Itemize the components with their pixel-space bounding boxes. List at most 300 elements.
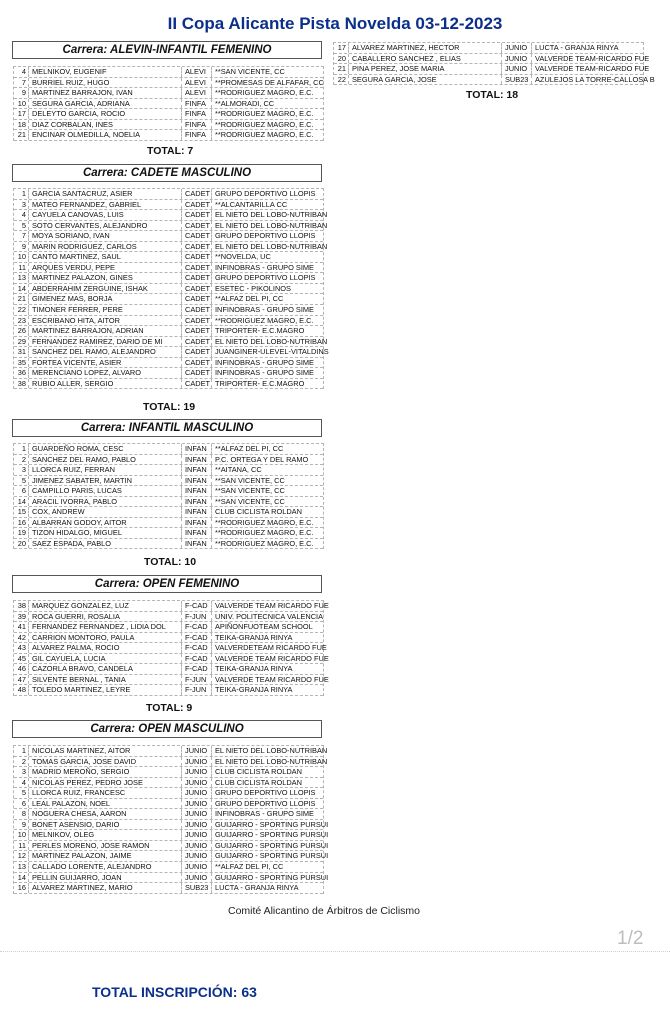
rider-number: 39	[14, 612, 29, 622]
rider-row	[14, 67, 323, 78]
rider-name: CAMPILLO PARIS, LUCAS	[32, 486, 182, 496]
rider-number: 22	[334, 75, 349, 85]
rider-club: INFINOBRAS - GRUPO SIME	[215, 262, 314, 272]
rider-name: SANCHEZ DEL RAMO, PABLO	[32, 455, 182, 465]
rider-row	[14, 368, 323, 379]
rider-club: GUIJARRO - SPORTING PURSUI	[215, 840, 329, 850]
rider-name: MARQUEZ GONZALEZ, LUZ	[32, 601, 182, 611]
rider-category: INFAN	[185, 507, 212, 517]
rider-name: ESCRIBANO HITA, AITOR	[32, 316, 182, 326]
rider-name: PINA PEREZ, JOSE MARIA	[352, 64, 502, 74]
rider-category: FINFA	[185, 109, 212, 119]
rider-name: MERENCIANO LOPEZ, ALVARO	[32, 368, 182, 378]
rider-category: CADET	[185, 368, 211, 378]
rider-category: JUNIO	[185, 788, 212, 798]
rider-club: CLUB CICLISTA ROLDAN	[215, 777, 302, 787]
rider-name: CABALLERO SANCHEZ , ELIAS	[352, 54, 502, 64]
rider-row	[14, 840, 329, 852]
rider-category: ALEVI	[185, 67, 212, 77]
rider-number: 31	[14, 347, 29, 357]
rider-category: F-CAD	[185, 622, 212, 632]
rider-category: JUNIO	[185, 767, 212, 777]
rider-number: 6	[14, 799, 29, 809]
rider-category: CADET	[185, 357, 211, 367]
rider-club: **ALFAZ DEL PI, CC	[215, 294, 284, 304]
rider-row	[14, 486, 323, 497]
rider-name: ROCA GUERRI, ROSALIA	[32, 612, 182, 622]
rider-category: ALEVI	[185, 78, 212, 88]
rider-category: JUNIO	[185, 809, 212, 819]
section-total-cadete: TOTAL: 19	[143, 401, 196, 413]
rider-name: LEAL PALAZON, NOEL	[32, 799, 182, 809]
rider-number: 19	[14, 528, 29, 538]
category-header-infantil: Carrera: INFANTIL MASCULINO	[12, 419, 322, 437]
rider-name: CARRION MONTORO, PAULA	[32, 633, 182, 643]
rider-club: GRUPO DEPORTIVO LLOPIS	[215, 798, 316, 808]
rider-category: CADET	[185, 189, 211, 198]
rider-row	[14, 476, 323, 487]
rider-number: 7	[14, 231, 29, 241]
rider-row	[14, 379, 323, 390]
rider-row	[334, 53, 650, 65]
rider-row	[14, 872, 329, 884]
rider-category: F-CAD	[185, 654, 212, 664]
rider-number: 5	[14, 788, 29, 798]
rider-club: **RODRIGUEZ MAGRO, E.C.	[215, 538, 314, 548]
rider-row	[14, 78, 323, 89]
rider-row	[14, 444, 323, 455]
rider-category: INFAN	[185, 444, 212, 454]
rider-number: 13	[14, 273, 29, 283]
rider-row	[14, 99, 323, 110]
rider-row	[14, 294, 323, 305]
rider-number: 29	[14, 337, 29, 347]
rider-number: 3	[14, 465, 29, 475]
rider-number: 11	[14, 841, 29, 851]
rider-number: 43	[14, 643, 29, 653]
rider-club: **RODRIGUEZ MAGRO, E.C.	[215, 528, 314, 538]
rider-row	[14, 220, 328, 232]
rider-category: JUNIO	[185, 873, 212, 883]
rider-club: VALVERDETEAM RICARDO FUE	[215, 643, 327, 653]
rider-number: 14	[14, 873, 29, 883]
rider-number: 36	[14, 368, 29, 378]
rider-row	[14, 685, 323, 696]
rider-number: 48	[14, 685, 29, 695]
rider-row	[14, 862, 323, 873]
rider-row	[334, 64, 650, 75]
rider-row	[14, 643, 327, 654]
rider-club: INFINOBRAS - GRUPO SIME	[215, 357, 314, 367]
rider-club: TRIPORTER- E.C.MAGRO	[215, 326, 305, 336]
rider-name: LLORCA RUIZ, FRANCESC	[32, 788, 182, 798]
rider-number: 3	[14, 767, 29, 777]
rider-number: 17	[334, 43, 349, 53]
rider-name: MATEO FERNANDEZ, GABRIEL	[32, 200, 182, 210]
rider-row	[14, 518, 323, 529]
rider-row	[14, 539, 323, 550]
rider-club: EL NIETO DEL LOBO-NUTRIBAN	[215, 756, 328, 766]
rider-row	[14, 326, 323, 337]
rider-name: ALVAREZ MARTINEZ, MARIO	[32, 883, 182, 893]
rider-club: **ALMORADI, CC	[215, 98, 275, 108]
rider-club: INFINOBRAS - GRUPO SIME	[215, 809, 314, 819]
rider-category: CADET	[185, 378, 211, 388]
rider-category: F-CAD	[185, 601, 212, 611]
rider-category: F-JUN	[185, 685, 212, 695]
rider-number: 21	[14, 294, 29, 304]
rider-number: 7	[14, 78, 29, 88]
rider-category: CADET	[185, 347, 211, 357]
rider-table-open-masc	[13, 745, 329, 894]
rider-category: SUB23	[185, 883, 212, 893]
rider-row	[14, 210, 328, 221]
rider-row	[14, 819, 329, 831]
rider-number: 18	[14, 120, 29, 130]
rider-name: TIZON HIDALGO, MIGUEL	[32, 528, 182, 538]
rider-club: **RODRIGUEZ MAGRO, E.C.	[215, 315, 314, 325]
rider-club: **RODRIGUEZ MAGRO, E.C.	[215, 88, 314, 98]
rider-row	[14, 130, 323, 141]
rider-row	[14, 767, 323, 778]
rider-category: INFAN	[185, 465, 212, 475]
rider-number: 45	[14, 654, 29, 664]
rider-number: 4	[14, 778, 29, 788]
rider-row	[14, 241, 328, 253]
rider-category: FINFA	[185, 120, 212, 130]
rider-category: CADET	[185, 305, 211, 315]
rider-club: INFINOBRAS - GRUPO SIME	[215, 368, 314, 378]
rider-category: JUNIO	[185, 778, 212, 788]
rider-club: EL NIETO DEL LOBO-NUTRIBAN	[215, 241, 328, 251]
rider-name: ALVAREZ MARTINEZ, HECTOR	[352, 43, 502, 53]
rider-number: 16	[14, 883, 29, 893]
rider-number: 22	[14, 305, 29, 315]
rider-number: 23	[14, 316, 29, 326]
rider-name: FERNANDEZ FERNANDEZ , LIDIA DOL	[32, 622, 182, 632]
rider-club: APIÑONFUOTEAM SCHOOL	[215, 622, 313, 632]
rider-number: 5	[14, 221, 29, 231]
rider-row	[14, 200, 323, 211]
rider-number: 3	[14, 200, 29, 210]
rider-number: 9	[14, 88, 29, 98]
rider-row	[14, 497, 323, 508]
rider-name: JIMENEZ SABATER, MARTIN	[32, 476, 182, 486]
grand-total: TOTAL INSCRIPCIÓN: 63	[92, 984, 257, 1000]
rider-club: GRUPO DEPORTIVO LLOPIS	[215, 788, 316, 798]
category-header-cadete: Carrera: CADETE MASCULINO	[12, 164, 322, 182]
rider-club: **SAN VICENTE, CC	[215, 496, 285, 506]
rider-name: SAEZ ESPADA, PABLO	[32, 539, 182, 549]
rider-club: INFINOBRAS - GRUPO SIME	[215, 305, 314, 315]
rider-category: INFAN	[185, 455, 212, 465]
rider-category: JUNIO	[185, 799, 212, 809]
rider-number: 1	[14, 189, 29, 199]
rider-row	[14, 601, 329, 612]
rider-number: 21	[334, 64, 349, 74]
rider-club: VALVERDE TEAM RICARDO FUE	[215, 674, 329, 684]
rider-category: CADET	[185, 294, 211, 304]
category-header-open-masc: Carrera: OPEN MASCULINO	[12, 720, 322, 738]
page-number: 1/2	[617, 928, 644, 949]
rider-row	[14, 883, 323, 894]
rider-name: LLORCA RUIZ, FERRAN	[32, 465, 182, 475]
rider-number: 1	[14, 444, 29, 454]
rider-category: INFAN	[185, 518, 212, 528]
rider-name: SEGURA GARCIA, JOSE	[352, 75, 502, 85]
rider-club: VALVERDE TEAM-RICARDO FUE	[535, 53, 650, 63]
rider-category: JUNIO	[505, 43, 532, 53]
rider-category: F-JUN	[185, 612, 212, 622]
rider-club: **RODRIGUEZ MAGRO, E.C.	[215, 119, 314, 129]
rider-row	[14, 284, 323, 295]
section-total-alevin: TOTAL: 7	[147, 145, 194, 157]
rider-row	[14, 633, 323, 644]
rider-name: MADRID MEROÑO, SERGIO	[32, 767, 182, 777]
rider-category: F-CAD	[185, 664, 212, 674]
rider-row	[14, 465, 323, 476]
section-total-infantil: TOTAL: 10	[144, 556, 197, 568]
rider-club: **PROMESAS DE ALFAFAR, CC	[215, 77, 324, 87]
rider-name: GIL CAYUELA, LUCIA	[32, 654, 182, 664]
rider-row	[334, 74, 655, 86]
rider-category: ALEVI	[185, 88, 212, 98]
category-header-alevin: Carrera: ALEVIN-INFANTIL FEMENINO	[12, 41, 322, 59]
rider-club: **AITANA, CC	[215, 465, 262, 475]
rider-category: INFAN	[185, 539, 212, 549]
rider-club: **ALFAZ DEL PI, CC	[215, 862, 284, 872]
rider-club: **SAN VICENTE, CC	[215, 67, 285, 76]
rider-category: CADET	[185, 273, 211, 283]
rider-category: CADET	[185, 315, 211, 325]
rider-category: INFAN	[185, 486, 212, 496]
rider-club: LUCTA - GRANJA RINYA	[215, 883, 299, 893]
rider-number: 17	[14, 109, 29, 119]
rider-number: 14	[14, 284, 29, 294]
rider-category: F-JUN	[185, 675, 212, 685]
rider-category: CADET	[185, 199, 211, 209]
rider-number: 14	[14, 497, 29, 507]
rider-club: **RODRIGUEZ MAGRO, E.C.	[215, 109, 314, 119]
rider-name: NOGUERA CHESA, AARON	[32, 809, 182, 819]
rider-name: MARTINEZ BARRAJON, IVAN	[32, 88, 182, 98]
rider-club: EL NIETO DEL LOBO-NUTRIBAN	[215, 220, 328, 230]
rider-row	[14, 88, 323, 99]
rider-number: 2	[14, 757, 29, 767]
rider-row	[14, 120, 323, 131]
rider-name: COX, ANDREW	[32, 507, 182, 517]
rider-name: RUBIO ALLER, SERGIO	[32, 379, 182, 389]
rider-row	[14, 778, 323, 789]
rider-name: MARTINEZ BARRAJON, ADRIAN	[32, 326, 182, 336]
rider-category: F-CAD	[185, 643, 212, 653]
rider-name: SILVENTE BERNAL , TANIA	[32, 675, 182, 685]
rider-category: SUB23	[505, 75, 532, 85]
rider-name: TOMAS GARCIA, JOSE DAVID	[32, 757, 182, 767]
rider-club: LUCTA - GRANJA RINYA	[535, 43, 619, 52]
rider-club: **ALCANTARILLA CC	[215, 199, 288, 209]
rider-number: 15	[14, 507, 29, 517]
rider-club: EL NIETO DEL LOBO-NUTRIBAN	[215, 336, 328, 346]
rider-club: GUIJARRO - SPORTING PURSUI	[215, 819, 329, 829]
rider-name: CALLADO LORENTE, ALEJANDRO	[32, 862, 182, 872]
rider-club: GUIJARRO - SPORTING PURSUI	[215, 872, 329, 882]
rider-club: GRUPO DEPORTIVO LLOPIS	[215, 273, 316, 283]
rider-club: **SAN VICENTE, CC	[215, 475, 285, 485]
rider-name: CAYUELA CANOVAS, LUIS	[32, 210, 182, 220]
rider-name: ALBARRAN GODOY, AITOR	[32, 518, 182, 528]
rider-number: 10	[14, 99, 29, 109]
rider-club: TEIKA-GRANJA RINYA	[215, 664, 293, 674]
rider-row	[334, 43, 643, 54]
rider-row	[14, 788, 323, 799]
rider-name: ABDERRAHIM ZERGUINE, ISHAK	[32, 284, 182, 294]
rider-row	[14, 252, 323, 263]
rider-category: CADET	[185, 262, 211, 272]
rider-club: EL NIETO DEL LOBO-NUTRIBAN	[215, 210, 328, 220]
rider-table-infantil	[13, 443, 324, 549]
rider-club: AZULEJOS LA TORRE-CALLOSA B	[535, 74, 655, 84]
rider-number: 11	[14, 263, 29, 273]
rider-row	[14, 799, 323, 810]
rider-name: NICOLAS MARTINEZ, AITOR	[32, 746, 182, 756]
rider-name: DELEYTO GARCIA, ROCIO	[32, 109, 182, 119]
rider-name: SOTO CERVANTES, ALEJANDRO	[32, 221, 182, 231]
rider-number: 6	[14, 486, 29, 496]
rider-club: VALVERDE TEAM-RICARDO FUE	[535, 64, 650, 74]
rider-number: 12	[14, 851, 29, 861]
rider-number: 8	[14, 809, 29, 819]
rider-row	[14, 612, 323, 623]
rider-row	[14, 231, 323, 242]
rider-category: CADET	[185, 210, 211, 220]
rider-category: INFAN	[185, 476, 212, 486]
rider-club: GUIJARRO - SPORTING PURSUI	[215, 851, 329, 861]
rider-number: 38	[14, 601, 29, 611]
rider-number: 20	[14, 539, 29, 549]
rider-name: GARCIA SANTACRUZ, ASIER	[32, 189, 182, 199]
rider-club: VALVERDE TEAM RICARDO FUE	[215, 601, 329, 610]
rider-number: 20	[334, 54, 349, 64]
rider-row	[14, 830, 329, 841]
rider-number: 47	[14, 675, 29, 685]
rider-table-alevin	[13, 66, 324, 141]
rider-number: 21	[14, 130, 29, 140]
rider-number: 5	[14, 476, 29, 486]
rider-row	[14, 347, 329, 358]
section-total-open-masc: TOTAL: 18	[466, 89, 519, 101]
rider-category: CADET	[185, 326, 211, 336]
rider-row	[14, 336, 328, 348]
rider-category: JUNIO	[505, 54, 532, 64]
rider-name: MELNIKOV, OLEG	[32, 830, 182, 840]
rider-name: TOLEDO MARTINEZ, LEYRE	[32, 685, 182, 695]
rider-club: CLUB CICLISTA ROLDAN	[215, 767, 302, 777]
page-separator	[0, 951, 670, 952]
rider-row	[14, 809, 323, 820]
rider-name: DIAZ CORBALAN, INES	[32, 120, 182, 130]
rider-number: 35	[14, 358, 29, 368]
rider-category: JUNIO	[505, 64, 532, 74]
rider-club: TEIKA-GRANJA RINYA	[215, 685, 293, 695]
rider-name: MELNIKOV, EUGENIF	[32, 67, 182, 77]
rider-row	[14, 189, 323, 200]
rider-name: CANTO MARTINEZ, SAUL	[32, 252, 182, 262]
rider-number: 26	[14, 326, 29, 336]
rider-category: INFAN	[185, 497, 212, 507]
rider-name: CAZORLA BRAVO, CANDELA	[32, 664, 182, 674]
rider-name: PELLIN GUIJARRO, JOAN	[32, 873, 182, 883]
rider-number: 2	[14, 455, 29, 465]
rider-row	[14, 507, 323, 518]
rider-category: JUNIO	[185, 830, 212, 840]
rider-category: CADET	[185, 220, 211, 230]
rider-number: 10	[14, 252, 29, 262]
rider-category: FINFA	[185, 130, 212, 140]
rider-club: ESETEC - PIKOLINOS	[215, 283, 291, 293]
rider-club: EL NIETO DEL LOBO-NUTRIBAN	[215, 746, 328, 755]
rider-row	[14, 622, 323, 633]
rider-row	[14, 674, 329, 686]
rider-club: P.C. ORTEGA Y DEL RAMO	[215, 454, 309, 464]
rider-row	[14, 263, 323, 274]
rider-category: JUNIO	[185, 851, 212, 861]
rider-name: TIMONER FERRER, PERE	[32, 305, 182, 315]
rider-name: BONET ASENSIO, DARIO	[32, 820, 182, 830]
rider-category: JUNIO	[185, 841, 212, 851]
rider-number: 38	[14, 379, 29, 389]
rider-name: ENCINAR OLMEDILLA, NOELIA	[32, 130, 182, 140]
rider-club: **RODRIGUEZ MAGRO, E.C.	[215, 130, 314, 140]
rider-name: SEGURA GARCIA, ADRIANA	[32, 99, 182, 109]
rider-club: VALVERDE TEAM RICARDO FUE	[215, 653, 329, 663]
rider-row	[14, 653, 329, 665]
rider-number: 46	[14, 664, 29, 674]
rider-number: 10	[14, 830, 29, 840]
rider-name: MARTINEZ PALAZON, JAIME	[32, 851, 182, 861]
rider-number: 16	[14, 518, 29, 528]
rider-club: JUANGINER-ULEVEL-VITALDINS	[215, 347, 329, 357]
rider-category: INFAN	[185, 528, 212, 538]
category-header-open-fem: Carrera: OPEN FEMENINO	[12, 575, 322, 593]
rider-club: TRIPORTER- E.C.MAGRO	[215, 378, 305, 388]
rider-number: 42	[14, 633, 29, 643]
rider-number: 9	[14, 242, 29, 252]
rider-number: 41	[14, 622, 29, 632]
rider-row	[14, 358, 323, 369]
document-title: II Copa Alicante Pista Novelda 03-12-2023	[167, 14, 503, 33]
rider-number: 4	[14, 67, 29, 77]
rider-row	[14, 851, 329, 862]
rider-row	[14, 316, 323, 327]
rider-club: **NOVELDA, UC	[215, 252, 271, 262]
rider-row	[14, 273, 323, 284]
rider-name: GIMENEZ MAS, BORJA	[32, 294, 182, 304]
rider-category: JUNIO	[185, 862, 212, 872]
rider-name: MARTINEZ PALAZON, GINES	[32, 273, 182, 283]
rider-number: 13	[14, 862, 29, 872]
rider-category: JUNIO	[185, 820, 212, 830]
rider-name: SANCHEZ DEL RAMO, ALEJANDRO	[32, 347, 182, 357]
rider-row	[14, 109, 323, 120]
rider-table-open-masc-cont	[333, 42, 655, 85]
rider-number: 1	[14, 746, 29, 756]
rider-name: GUARDEÑO ROMA, CESC	[32, 444, 182, 454]
rider-name: MOYA SORIANO, IVAN	[32, 231, 182, 241]
rider-row	[14, 305, 323, 316]
committee-footer: Comité Alicantino de Árbitros de Ciclismo	[228, 905, 420, 917]
rider-name: BURRIEL RUIZ, HUGO	[32, 78, 182, 88]
